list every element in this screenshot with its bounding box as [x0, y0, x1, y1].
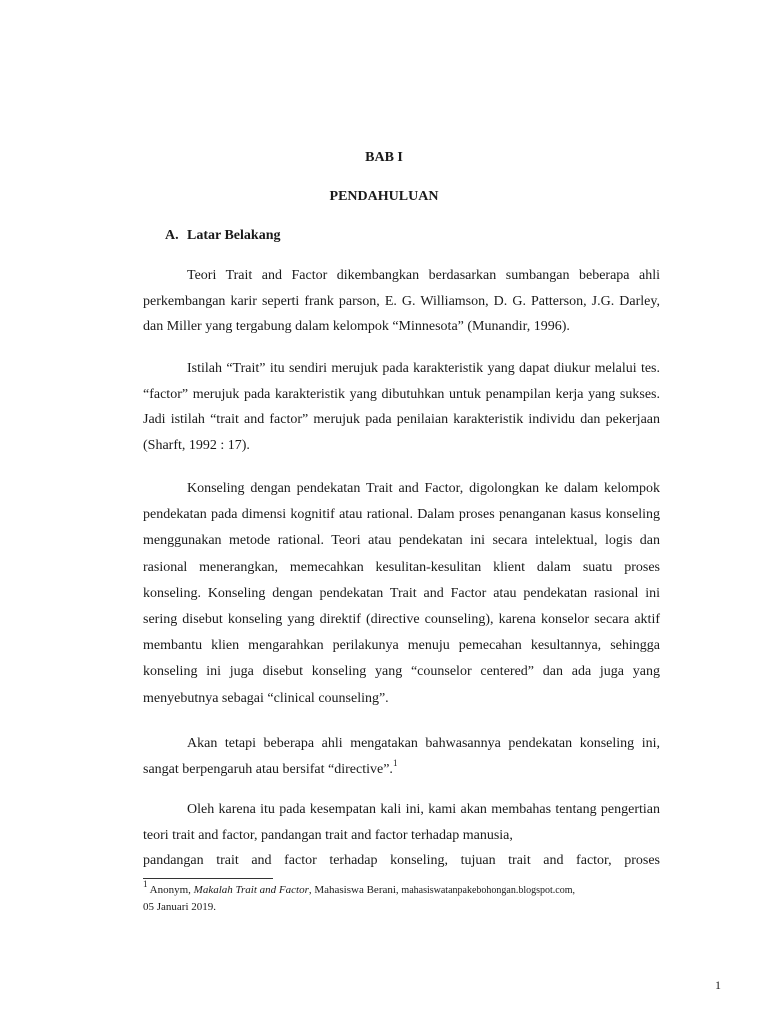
- paragraph-2-text: Istilah “Trait” itu sendiri merujuk pada karakteristik yang dapat diukur melalui tes. “factor” merujuk pada karakteristik yang dibutuhkan untuk penampilan kerja yang sukses. Jadi istilah “trait and factor” merujuk pada penilaian karakteristik individu dan pekerjaan (Sharft, 1992 : 17).: [143, 361, 660, 453]
- footnote-separator: [143, 878, 273, 879]
- page-number: 1: [715, 978, 721, 992]
- footnote-publisher: , Mahasiswa Berani,: [308, 884, 402, 896]
- footnote-title: Makalah Trait and Factor: [193, 884, 309, 896]
- paragraph-5-last-line: pandangan trait and factor terhadap konseling, tujuan trait and factor, proses: [143, 853, 660, 868]
- section-heading: [165, 228, 280, 244]
- paragraph-2: [143, 356, 660, 458]
- footnote-source-link[interactable]: mahasiswatanpakebohongan.blogspot.com,: [401, 885, 575, 896]
- section-title: Latar Belakang: [187, 228, 281, 243]
- footnote-reference[interactable]: 1: [392, 757, 398, 768]
- paragraph-5: [143, 797, 660, 874]
- footnote: [143, 879, 660, 916]
- chapter-heading: BAB I: [365, 150, 403, 165]
- footnote-author: Anonym,: [149, 884, 191, 896]
- section-letter: A.: [165, 228, 179, 243]
- chapter-title: PENDAHULUAN: [329, 189, 439, 204]
- footnote-mark: 1: [143, 879, 148, 890]
- paragraph-4-text: Akan tetapi beberapa ahli mengatakan bahwasannya pendekatan konseling ini, sangat berpengaruh atau bersifat “directive”.: [143, 736, 660, 777]
- paragraph-5-text: Oleh karena itu pada kesempatan kali ini, kami akan membahas tentang pengertian teori trait and factor, pandangan trait and factor terhadap manusia,: [143, 802, 660, 843]
- paragraph-3-text: Konseling dengan pendekatan Trait and Factor, digolongkan ke dalam kelompok pendekatan pada dimensi kognitif atau rational. Dalam proses penanganan kasus konseling menggunakan metode rational. Teori atau pendekatan ini secara intelektual, logis dan rasional menerangkan, memecahkan kesulitan-kesulitan klient dalam suatu proses konseling. Konseling dengan pendekatan Trait and Factor atau pendekatan rasional ini sering disebut konseling yang direktif (directive counseling), karena konselor secara aktif membantu klien mengarahkan perilakunya menuju pemecahan kesultannya, sehingga konseling ini juga disebut konseling yang “counselor centered” dan ada juga yang menyebutnya sebagai “clinical counseling”.: [143, 481, 660, 706]
- paragraph-1: [143, 263, 660, 340]
- footnote-date: 05 Januari 2019.: [143, 901, 217, 913]
- paragraph-4: [143, 731, 660, 782]
- paragraph-1-text: Teori Trait and Factor dikembangkan berdasarkan sumbangan beberapa ahli perkembangan karir seperti frank parson, E. G. Williamson, D. G. Patterson, J.G. Darley, dan Miller yang tergabung dalam kelompok “Minnesota” (Munandir, 1996).: [143, 268, 660, 334]
- paragraph-3: [143, 476, 660, 712]
